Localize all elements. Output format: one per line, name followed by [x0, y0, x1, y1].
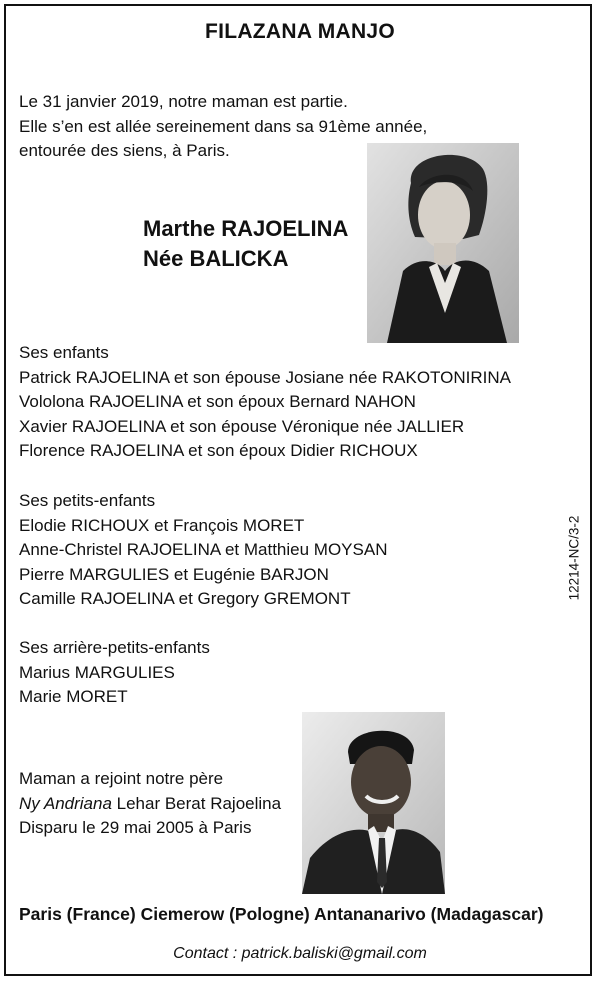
- intro-line: entourée des siens, à Paris.: [19, 141, 230, 160]
- father-section: [19, 767, 281, 841]
- list-item: Pierre MARGULIES et Eugénie BARJON: [19, 564, 329, 584]
- father-title: Ny Andriana: [19, 793, 112, 813]
- father-name: Lehar Berat Rajoelina: [111, 793, 282, 813]
- list-item: Vololona RAJOELINA et son époux Bernard NAHON: [19, 392, 416, 411]
- intro-line: Le 31 janvier 2019, notre maman est partie.: [19, 92, 348, 111]
- father-line: Maman a rejoint notre père: [19, 769, 224, 788]
- grandchildren-section: [19, 489, 387, 612]
- deceased-name: Marthe RAJOELINA: [143, 216, 349, 241]
- father-name-line: [19, 792, 281, 817]
- intro-line: Elle s’en est allée sereinement dans sa 91ème année,: [19, 116, 428, 136]
- portrait-photo-mother: [367, 143, 519, 343]
- places-line: Paris (France) Ciemerow (Pologne) Antananarivo (Madagascar): [19, 904, 544, 924]
- great-grandchildren-section: [19, 636, 210, 710]
- children-section: [19, 341, 511, 464]
- deceased-name-block: [143, 214, 348, 274]
- section-heading: Ses enfants: [19, 343, 109, 362]
- list-item: Anne-Christel RAJOELINA et Matthieu MOYSAN: [19, 540, 388, 559]
- deceased-birth-name: Née BALICKA: [143, 246, 289, 271]
- list-item: Camille RAJOELINA et Gregory GREMONT: [19, 589, 351, 608]
- reference-code: 12214-NC/3-2: [566, 515, 582, 601]
- father-line: Disparu le 29 mai 2005 à Paris: [19, 818, 252, 837]
- portrait-photo-father: [302, 712, 445, 894]
- list-item: Xavier RAJOELINA et son épouse Véronique née JALLIER: [19, 416, 465, 436]
- notice-title: FILAZANA MANJO: [204, 20, 396, 43]
- list-item: Florence RAJOELINA et son époux Didier RICHOUX: [19, 441, 418, 460]
- list-item: Marius MARGULIES: [19, 662, 175, 682]
- list-item: Elodie RICHOUX et François MORET: [19, 515, 305, 535]
- section-heading: Ses arrière-petits-enfants: [19, 638, 210, 657]
- section-heading: Ses petits-enfants: [19, 491, 156, 510]
- list-item: Marie MORET: [19, 687, 128, 706]
- contact-line: Contact : patrick.baliski@gmail.com: [173, 945, 427, 962]
- list-item: Patrick RAJOELINA et son épouse Josiane née RAKOTONIRINA: [19, 367, 511, 387]
